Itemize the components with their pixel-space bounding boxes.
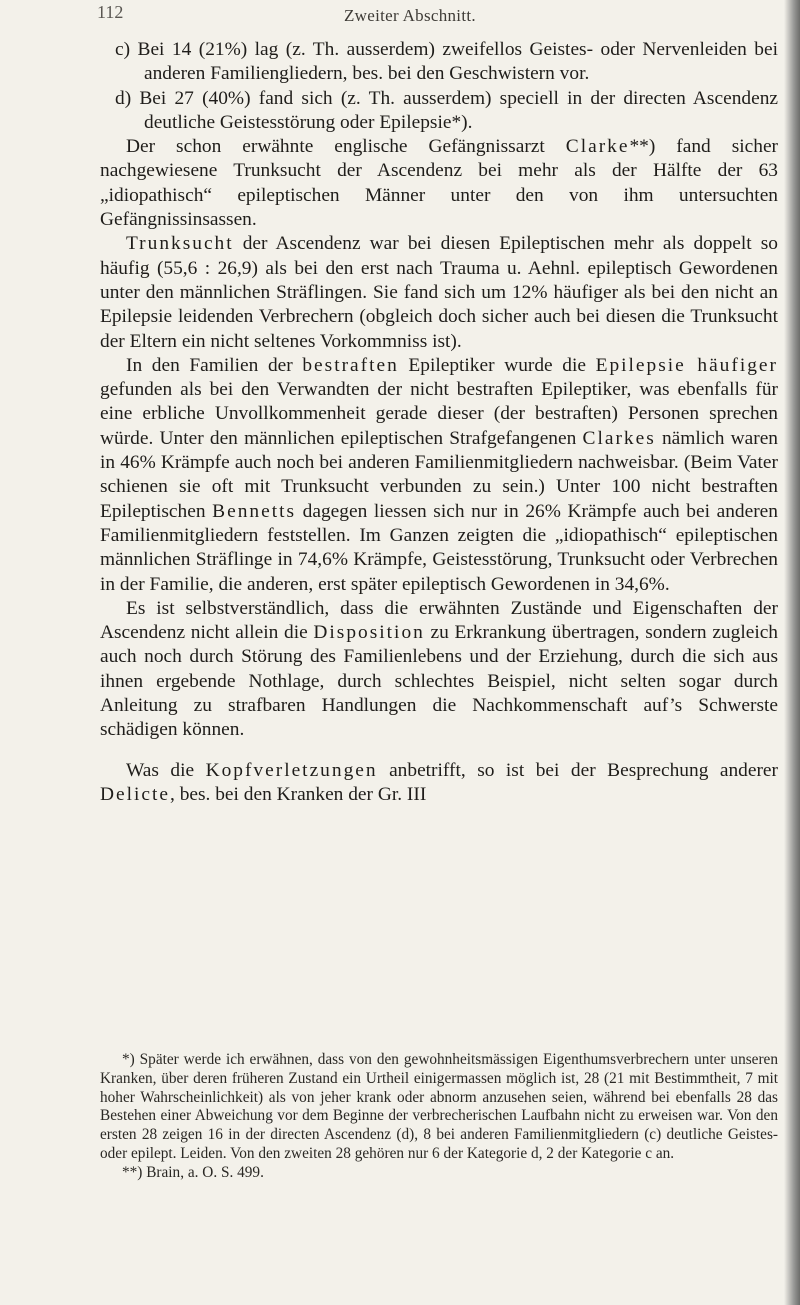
author-name: Bennetts — [212, 500, 297, 522]
emphasized-term: Epilepsie häufiger — [595, 354, 778, 376]
list-item-c: c) Bei 14 (21%) lag (z. Th. ausserdem) zweifellos Geistes- oder Nervenleiden bei anderen Familiengliedern, bes. bei den Geschwistern vor. — [115, 39, 778, 85]
author-name: Clarke — [565, 136, 630, 158]
emphasized-term: Delicte — [100, 783, 170, 805]
main-text — [100, 38, 778, 807]
paragraph-disposition: Es ist selbstverständlich, dass die erwähnten Zustände und Eigenschaften der Ascendenz nicht allein die Disposition zu Erkrankung übertragen, sondern zugleich auch noch durch Störung des Familienlebens und der Erziehung, durch die sich aus ihnen ergebende Nothlage, durch schlechtes Beispiel, nicht selten sogar durch Anleitung zu strafbaren Handlungen die Nachkommenschaft auf’s Schwerste schädigen können. — [100, 597, 779, 741]
emphasized-term: Trunksucht — [126, 233, 234, 255]
emphasized-term: Kopfverletzungen — [205, 759, 378, 781]
running-head: Zweiter Abschnitt. — [344, 6, 476, 25]
page-edge-shadow — [784, 0, 800, 1305]
footnote-1: *) Später werde ich erwähnen, dass von den gewohnheitsmässigen Eigenthumsverbrechern unter unseren Kranken, über deren früheren Zustand ein Urtheil einigermassen möglich ist, 28 (21 mit Bestimmtheit, 7 mit hoher Wahrscheinlichkeit) als von jeher krank oder abnorm anzusehen seien, während bei ebenfalls 28 das Bestehen einer Abweichung vor dem Beginne der verbrecherischen Laufbahn nicht zu erweisen war. Von den ersten 28 zeigen 16 in der directen Ascendenz (d), 8 bei anderen Familienmitgliedern (c) deutliche Geistes- oder epilept. Leiden. Von den zweiten 28 gehören nur 6 der Kategorie d, 2 der Kategorie c an. — [100, 1051, 778, 1162]
emphasized-term: Disposition — [313, 622, 425, 644]
footnotes — [100, 1051, 778, 1183]
list-item-d: d) Bei 27 (40%) fand sich (z. Th. ausserdem) speciell in der directen Ascendenz deutliche Geistesstörung oder Epilepsie*). — [115, 87, 778, 133]
emphasized-term: bestraften — [302, 354, 399, 376]
page-number: 112 — [97, 2, 124, 22]
footnote-2: **) Brain, a. O. S. 499. — [122, 1163, 264, 1181]
paragraph-trunksucht: Trunksucht der Ascendenz war bei diesen Epileptischen mehr als doppelt so häufig (55,6 : 26,9) als bei den erst nach Trauma u. Aehnl. epileptisch Gewordenen unter den männlichen Sträflingen. Sie fand sich um 12% häufiger als bei den nicht an Epilepsie leidenden Verbrechern (obgleich doch sicher auch bei diesen die Trunksucht der Eltern ein nicht seltenes Vorkommniss ist). — [100, 233, 778, 352]
author-name: Clarkes — [582, 427, 656, 449]
paragraph-kopfverletzungen: Was die Kopfverletzungen anbetrifft, so ist bei der Besprechung anderer Delicte, bes. bei den Kranken der Gr. III — [100, 759, 778, 805]
paragraph-clarke: Der schon erwähnte englische Gefängnissarzt Clarke**) fand sicher nachgewiesene Trunksucht der Ascendenz bei mehr als der Hälfte der 63 „idiopathisch“ epileptischen Männer unter den von ihm untersuchten Gefängnissinsassen. — [100, 136, 779, 231]
paragraph-families: In den Familien der bestraften Epileptiker wurde die Epilepsie häufiger gefunden als bei den Verwandten der nicht bestraften Epileptiker, was ebenfalls für eine erbliche Unvollkommenheit gerade dieser (der bestraften) Personen sprechen würde. Unter den männlichen epileptischen Strafgefangenen Clarkes nämlich waren in 46% Krämpfe auch noch bei anderen Familienmitgliedern nachweisbar. (Beim Vater schienen sie oft mit Trunksucht verbunden zu sein.) Unter 100 nicht bestraften Epileptischen Bennetts dagegen liessen sich nur in 26% Krämpfe auch bei anderen Familienmitgliedern feststellen. Im Ganzen zeigten die „idiopathisch“ epileptischen männlichen Sträflinge in 74,6% Krämpfe, Geistesstörung, Trunksucht oder Verbrechen in der Familie, die anderen, erst später epileptisch Gewordenen in 34,6%. — [100, 354, 778, 595]
